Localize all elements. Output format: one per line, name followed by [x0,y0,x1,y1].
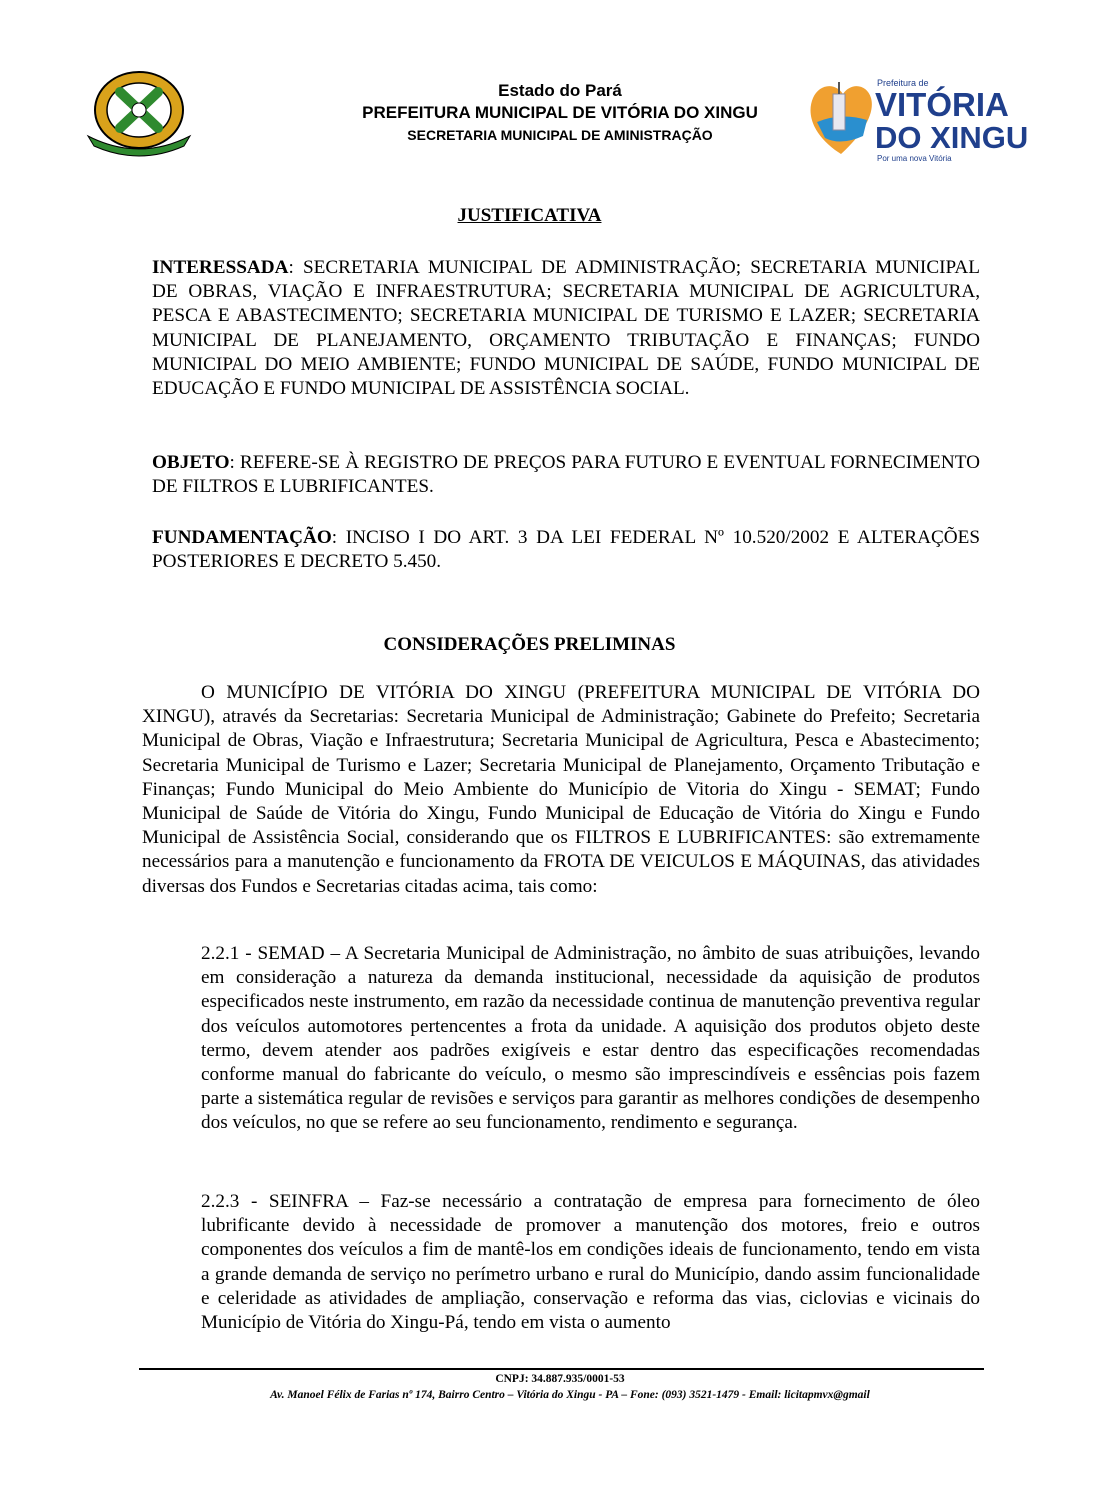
footer-divider [139,1368,984,1370]
interessada-text: : SECRETARIA MUNICIPAL DE ADMINISTRAÇÃO; SECRETARIA MUNICIPAL DE OBRAS, VIAÇÃO E INFRAESTRUTURA; SECRETARIA MUNICIPAL DE AGRICULTURA, PESCA E ABASTECIMENTO; SECRETARIA MUNICIPAL DE TURISMO E LAZER; SECRETARIA MUNICIPAL DE PLANEJAMENTO, ORÇAMENTO TRIBUTAÇÃO E FINANÇAS; FUNDO MUNICIPAL DO MEIO AMBIENTE; FUNDO MUNICIPAL DE SAÚDE, FUNDO MUNICIPAL DE EDUCAÇÃO E FUNDO MUNICIPAL DE ASSISTÊNCIA SOCIAL. [152,257,980,400]
section-title: CONSIDERAÇÕES PRELIMINAS [383,634,676,655]
document-header [280,80,840,146]
fundamentacao-paragraph [152,526,980,574]
semad-paragraph: 2.2.1 - SEMAD – A Secretaria Municipal de Administração, no âmbito de suas atribuições, levando em consideração a natureza da demanda institucional, necessidade da aquisição de produtos especificados neste instrumento, em razão da necessidade continua de manutenção preventiva regular dos veículos automotores pertencentes a frota da unidade. A aquisição dos produtos objeto deste termo, devem atender aos padrões exigíveis e estar dentro das especificações recomendadas conforme manual do fabricante do veículo, o mesmo são imprescindíveis e essências pois fazem parte a sistemática regular de revisões e serviços para garantir as melhores condições de desempenho dos veículos, no que se refere ao seu funcionamento, rendimento e segurança. [201,943,980,1134]
document-title: JUSTIFICATIVA [457,205,602,226]
fundamentacao-text: : INCISO I DO ART. 3 DA LEI FEDERAL Nº 10.520/2002 E ALTERAÇÕES POSTERIORES E DECRETO 5.450. [152,527,980,573]
fundamentacao-label: FUNDAMENTAÇÃO [152,527,332,548]
objeto-text: : REFERE-SE À REGISTRO DE PREÇOS PARA FUTURO E EVENTUAL FORNECIMENTO DE FILTROS E LUBRIFICANTES. [152,452,980,498]
interessada-paragraph [152,256,980,401]
objeto-label: OBJETO [152,452,230,473]
prefeitura-name: PREFEITURA MUNICIPAL DE VITÓRIA DO XINGU [362,103,758,122]
state-name: Estado do Pará [498,81,622,100]
secretaria-name: SECRETARIA MUNICIPAL DE AMINISTRAÇÃO [407,127,713,143]
logo-tagline: Por uma nova Vitória [877,154,952,163]
footer-address: Av. Manoel Félix de Farias nº 174, Bairro Centro – Vitória do Xingu - PA – Fone: (093) 3521-1479 - Email: licitapmvx@gmail [270,1389,870,1401]
vitoria-do-xingu-logo [805,72,1029,164]
interessada-label: INTERESSADA [152,257,289,278]
logo-line2: DO XINGU [875,120,1029,155]
footer-cnpj: CNPJ: 34.887.935/0001-53 [495,1373,625,1385]
intro-paragraph [142,681,980,899]
municipal-seal-logo [80,62,198,162]
logo-line1: VITÓRIA [875,86,1009,123]
intro-text: O MUNICÍPIO DE VITÓRIA DO XINGU (PREFEITURA MUNICIPAL DE VITÓRIA DO XINGU), através da Secretarias: Secretaria Municipal de Administração; Gabinete do Prefeito; Secretaria Municipal de Obras, Viação e Infraestrutura; Secretaria Municipal de Agricultura, Pesca e Abastecimento; Secretaria Municipal de Turismo e Lazer; Secretaria Municipal de Planejamento, Orçamento Tributação e Finanças; Fundo Municipal do Meio Ambiente do Município de Vitoria do Xingu - SEMAT; Fundo Municipal de Saúde de Vitória do Xingu, Fundo Municipal de Educação de Vitória do Xingu e Fundo Municipal de Assistência Social, considerando que os FILTROS E LUBRIFICANTES: são extremamente necessários para a manutenção e funcionamento da FROTA DE VEICULOS E MÁQUINAS, das atividades diversas dos Fundos e Secretarias citadas acima, tais como: [142,682,980,897]
objeto-paragraph [152,451,980,499]
seinfra-paragraph: 2.2.3 - SEINFRA – Faz-se necessário a contratação de empresa para fornecimento de óleo lubrificante devido à necessidade de promover a manutenção dos motores, freio e outros componentes dos veículos a fim de mantê-los em condições ideais de funcionamento, tendo em vista a grande demanda de serviço no perímetro urbano e rural do Município, dando assim funcionalidade e celeridade as atividades de ampliação, conservação e reforma das vias, ciclovias e vicinais do Município de Vitória do Xingu-Pá, tendo em vista o aumento [201,1191,980,1334]
logo-small-label: Prefeitura de [877,78,929,88]
